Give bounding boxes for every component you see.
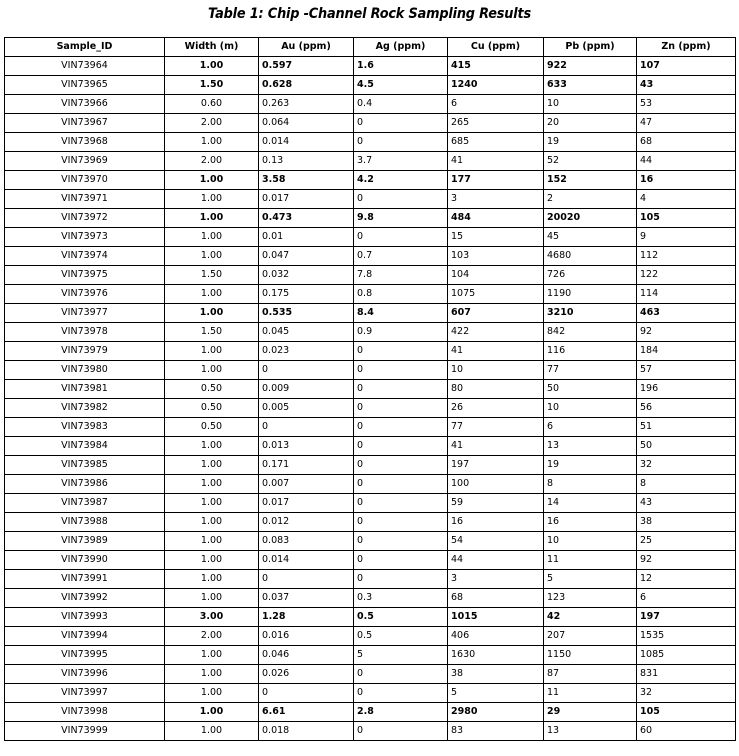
ag-cell: 0 [354, 380, 448, 399]
ag-cell: 0 [354, 570, 448, 589]
ag-cell: 0.3 [354, 589, 448, 608]
au-cell: 0.046 [259, 646, 354, 665]
cu-cell: 41 [448, 152, 544, 171]
sample-id-cell: VIN73997 [5, 684, 165, 703]
pb-cell: 87 [544, 665, 637, 684]
zn-cell: 92 [637, 551, 736, 570]
zn-cell: 184 [637, 342, 736, 361]
pb-cell: 1150 [544, 646, 637, 665]
width-cell: 1.00 [165, 684, 259, 703]
sample-id-cell: VIN73970 [5, 171, 165, 190]
table-row [5, 703, 736, 722]
sample-id-cell: VIN73990 [5, 551, 165, 570]
au-cell: 0.628 [259, 76, 354, 95]
table-row [5, 399, 736, 418]
table-row [5, 361, 736, 380]
zn-cell: 463 [637, 304, 736, 323]
cu-cell: 3 [448, 190, 544, 209]
ag-cell: 0 [354, 342, 448, 361]
zn-cell: 4 [637, 190, 736, 209]
sample-id-cell: VIN73987 [5, 494, 165, 513]
width-cell: 1.00 [165, 665, 259, 684]
cu-cell: 197 [448, 456, 544, 475]
sample-id-cell: VIN73995 [5, 646, 165, 665]
pb-cell: 8 [544, 475, 637, 494]
column-header-au: Au (ppm) [259, 38, 354, 57]
ag-cell: 0 [354, 133, 448, 152]
width-cell: 1.00 [165, 494, 259, 513]
zn-cell: 105 [637, 703, 736, 722]
zn-cell: 196 [637, 380, 736, 399]
ag-cell: 0.8 [354, 285, 448, 304]
pb-cell: 50 [544, 380, 637, 399]
width-cell: 1.00 [165, 551, 259, 570]
table-row [5, 475, 736, 494]
pb-cell: 52 [544, 152, 637, 171]
ag-cell: 3.7 [354, 152, 448, 171]
au-cell: 3.58 [259, 171, 354, 190]
table-row [5, 456, 736, 475]
width-cell: 1.00 [165, 456, 259, 475]
table-row [5, 589, 736, 608]
au-cell: 0.01 [259, 228, 354, 247]
au-cell: 0.047 [259, 247, 354, 266]
table-row [5, 532, 736, 551]
zn-cell: 44 [637, 152, 736, 171]
cu-cell: 1240 [448, 76, 544, 95]
zn-cell: 32 [637, 684, 736, 703]
cu-cell: 68 [448, 589, 544, 608]
sample-id-cell: VIN73991 [5, 570, 165, 589]
table-body [5, 57, 736, 741]
ag-cell: 0 [354, 437, 448, 456]
table-row [5, 494, 736, 513]
ag-cell: 2.8 [354, 703, 448, 722]
sample-id-cell: VIN73983 [5, 418, 165, 437]
pb-cell: 3210 [544, 304, 637, 323]
sample-id-cell: VIN73999 [5, 722, 165, 741]
ag-cell: 4.5 [354, 76, 448, 95]
sample-id-cell: VIN73989 [5, 532, 165, 551]
cu-cell: 103 [448, 247, 544, 266]
pb-cell: 13 [544, 437, 637, 456]
au-cell: 0.023 [259, 342, 354, 361]
sample-id-cell: VIN73968 [5, 133, 165, 152]
pb-cell: 20 [544, 114, 637, 133]
table-row [5, 209, 736, 228]
pb-cell: 45 [544, 228, 637, 247]
ag-cell: 0 [354, 418, 448, 437]
zn-cell: 12 [637, 570, 736, 589]
width-cell: 1.00 [165, 589, 259, 608]
sample-id-cell: VIN73971 [5, 190, 165, 209]
zn-cell: 122 [637, 266, 736, 285]
width-cell: 0.50 [165, 380, 259, 399]
sample-id-cell: VIN73977 [5, 304, 165, 323]
width-cell: 1.00 [165, 722, 259, 741]
cu-cell: 44 [448, 551, 544, 570]
column-header-sample-id: Sample_ID [5, 38, 165, 57]
sample-id-cell: VIN73996 [5, 665, 165, 684]
sample-id-cell: VIN73981 [5, 380, 165, 399]
au-cell: 0.009 [259, 380, 354, 399]
au-cell: 0.018 [259, 722, 354, 741]
sample-id-cell: VIN73978 [5, 323, 165, 342]
ag-cell: 0.5 [354, 627, 448, 646]
au-cell: 0.175 [259, 285, 354, 304]
width-cell: 1.00 [165, 209, 259, 228]
table-row [5, 171, 736, 190]
sample-id-cell: VIN73992 [5, 589, 165, 608]
column-header-pb: Pb (ppm) [544, 38, 637, 57]
cu-cell: 685 [448, 133, 544, 152]
ag-cell: 0 [354, 532, 448, 551]
width-cell: 1.00 [165, 570, 259, 589]
table-row [5, 95, 736, 114]
pb-cell: 1190 [544, 285, 637, 304]
table-row [5, 228, 736, 247]
column-header-cu: Cu (ppm) [448, 38, 544, 57]
column-header-width: Width (m) [165, 38, 259, 57]
au-cell: 0.013 [259, 437, 354, 456]
width-cell: 1.50 [165, 266, 259, 285]
zn-cell: 47 [637, 114, 736, 133]
table-row [5, 418, 736, 437]
ag-cell: 0 [354, 456, 448, 475]
sample-id-cell: VIN73969 [5, 152, 165, 171]
cu-cell: 406 [448, 627, 544, 646]
zn-cell: 114 [637, 285, 736, 304]
au-cell: 0.005 [259, 399, 354, 418]
cu-cell: 100 [448, 475, 544, 494]
width-cell: 2.00 [165, 627, 259, 646]
cu-cell: 15 [448, 228, 544, 247]
ag-cell: 0.5 [354, 608, 448, 627]
width-cell: 0.60 [165, 95, 259, 114]
au-cell: 0.535 [259, 304, 354, 323]
sample-id-cell: VIN73972 [5, 209, 165, 228]
zn-cell: 16 [637, 171, 736, 190]
zn-cell: 8 [637, 475, 736, 494]
ag-cell: 0 [354, 361, 448, 380]
sample-id-cell: VIN73985 [5, 456, 165, 475]
sample-id-cell: VIN73967 [5, 114, 165, 133]
width-cell: 1.00 [165, 190, 259, 209]
sample-id-cell: VIN73988 [5, 513, 165, 532]
width-cell: 1.00 [165, 475, 259, 494]
ag-cell: 0.4 [354, 95, 448, 114]
zn-cell: 60 [637, 722, 736, 741]
width-cell: 0.50 [165, 399, 259, 418]
pb-cell: 77 [544, 361, 637, 380]
ag-cell: 0 [354, 684, 448, 703]
cu-cell: 422 [448, 323, 544, 342]
ag-cell: 0 [354, 551, 448, 570]
au-cell: 0.026 [259, 665, 354, 684]
au-cell: 0 [259, 418, 354, 437]
pb-cell: 11 [544, 551, 637, 570]
au-cell: 0.064 [259, 114, 354, 133]
column-header-zn: Zn (ppm) [637, 38, 736, 57]
width-cell: 1.00 [165, 171, 259, 190]
table-row [5, 627, 736, 646]
cu-cell: 607 [448, 304, 544, 323]
cu-cell: 1630 [448, 646, 544, 665]
table-row [5, 551, 736, 570]
width-cell: 1.00 [165, 646, 259, 665]
cu-cell: 26 [448, 399, 544, 418]
sample-id-cell: VIN73964 [5, 57, 165, 76]
zn-cell: 6 [637, 589, 736, 608]
sample-id-cell: VIN73976 [5, 285, 165, 304]
table-row [5, 570, 736, 589]
sample-id-cell: VIN73966 [5, 95, 165, 114]
sample-id-cell: VIN73973 [5, 228, 165, 247]
width-cell: 2.00 [165, 152, 259, 171]
pb-cell: 19 [544, 133, 637, 152]
pb-cell: 10 [544, 532, 637, 551]
ag-cell: 8.4 [354, 304, 448, 323]
pb-cell: 19 [544, 456, 637, 475]
ag-cell: 9.8 [354, 209, 448, 228]
pb-cell: 29 [544, 703, 637, 722]
ag-cell: 0 [354, 494, 448, 513]
width-cell: 1.00 [165, 513, 259, 532]
cu-cell: 59 [448, 494, 544, 513]
pb-cell: 633 [544, 76, 637, 95]
au-cell: 0.032 [259, 266, 354, 285]
table-row [5, 114, 736, 133]
sample-id-cell: VIN73986 [5, 475, 165, 494]
zn-cell: 1535 [637, 627, 736, 646]
au-cell: 0.171 [259, 456, 354, 475]
cu-cell: 6 [448, 95, 544, 114]
table-row [5, 57, 736, 76]
au-cell: 0.263 [259, 95, 354, 114]
au-cell: 0.083 [259, 532, 354, 551]
pb-cell: 2 [544, 190, 637, 209]
zn-cell: 9 [637, 228, 736, 247]
au-cell: 0.016 [259, 627, 354, 646]
ag-cell: 0 [354, 114, 448, 133]
au-cell: 0 [259, 684, 354, 703]
width-cell: 1.00 [165, 285, 259, 304]
cu-cell: 177 [448, 171, 544, 190]
cu-cell: 77 [448, 418, 544, 437]
ag-cell: 0 [354, 475, 448, 494]
pb-cell: 11 [544, 684, 637, 703]
width-cell: 1.00 [165, 133, 259, 152]
zn-cell: 56 [637, 399, 736, 418]
pb-cell: 152 [544, 171, 637, 190]
sample-id-cell: VIN73979 [5, 342, 165, 361]
width-cell: 1.50 [165, 76, 259, 95]
table-title: Table 1: Chip -Channel Rock Sampling Results [208, 6, 531, 22]
table-row [5, 133, 736, 152]
zn-cell: 197 [637, 608, 736, 627]
pb-cell: 16 [544, 513, 637, 532]
sample-id-cell: VIN73974 [5, 247, 165, 266]
zn-cell: 38 [637, 513, 736, 532]
pb-cell: 10 [544, 399, 637, 418]
pb-cell: 42 [544, 608, 637, 627]
zn-cell: 53 [637, 95, 736, 114]
table-row [5, 684, 736, 703]
table-row [5, 437, 736, 456]
width-cell: 1.00 [165, 532, 259, 551]
zn-cell: 51 [637, 418, 736, 437]
ag-cell: 4.2 [354, 171, 448, 190]
width-cell: 1.00 [165, 437, 259, 456]
cu-cell: 1015 [448, 608, 544, 627]
zn-cell: 105 [637, 209, 736, 228]
zn-cell: 50 [637, 437, 736, 456]
zn-cell: 43 [637, 76, 736, 95]
table-row [5, 266, 736, 285]
width-cell: 2.00 [165, 114, 259, 133]
pb-cell: 14 [544, 494, 637, 513]
zn-cell: 57 [637, 361, 736, 380]
sample-id-cell: VIN73994 [5, 627, 165, 646]
width-cell: 0.50 [165, 418, 259, 437]
ag-cell: 0 [354, 228, 448, 247]
pb-cell: 726 [544, 266, 637, 285]
cu-cell: 83 [448, 722, 544, 741]
width-cell: 1.00 [165, 228, 259, 247]
width-cell: 1.00 [165, 703, 259, 722]
au-cell: 0.014 [259, 551, 354, 570]
ag-cell: 7.8 [354, 266, 448, 285]
table-row [5, 646, 736, 665]
table-row [5, 76, 736, 95]
zn-cell: 68 [637, 133, 736, 152]
table-row [5, 380, 736, 399]
sample-id-cell: VIN73998 [5, 703, 165, 722]
sample-id-cell: VIN73993 [5, 608, 165, 627]
cu-cell: 104 [448, 266, 544, 285]
pb-cell: 123 [544, 589, 637, 608]
cu-cell: 3 [448, 570, 544, 589]
pb-cell: 842 [544, 323, 637, 342]
au-cell: 0.045 [259, 323, 354, 342]
ag-cell: 0 [354, 722, 448, 741]
sampling-results-table [4, 37, 736, 741]
sample-id-cell: VIN73984 [5, 437, 165, 456]
cu-cell: 484 [448, 209, 544, 228]
zn-cell: 1085 [637, 646, 736, 665]
pb-cell: 10 [544, 95, 637, 114]
width-cell: 1.00 [165, 342, 259, 361]
cu-cell: 5 [448, 684, 544, 703]
au-cell: 1.28 [259, 608, 354, 627]
au-cell: 0.012 [259, 513, 354, 532]
au-cell: 0 [259, 570, 354, 589]
table-row [5, 513, 736, 532]
au-cell: 0.473 [259, 209, 354, 228]
zn-cell: 831 [637, 665, 736, 684]
pb-cell: 6 [544, 418, 637, 437]
table-row [5, 304, 736, 323]
table-row [5, 342, 736, 361]
width-cell: 1.00 [165, 361, 259, 380]
width-cell: 1.00 [165, 57, 259, 76]
width-cell: 3.00 [165, 608, 259, 627]
zn-cell: 32 [637, 456, 736, 475]
au-cell: 0.037 [259, 589, 354, 608]
column-header-ag: Ag (ppm) [354, 38, 448, 57]
sample-id-cell: VIN73975 [5, 266, 165, 285]
table-row [5, 247, 736, 266]
ag-cell: 0 [354, 665, 448, 684]
au-cell: 6.61 [259, 703, 354, 722]
ag-cell: 0 [354, 513, 448, 532]
table-row [5, 190, 736, 209]
ag-cell: 0.9 [354, 323, 448, 342]
zn-cell: 92 [637, 323, 736, 342]
header-row [5, 38, 736, 57]
cu-cell: 1075 [448, 285, 544, 304]
pb-cell: 922 [544, 57, 637, 76]
ag-cell: 1.6 [354, 57, 448, 76]
sample-id-cell: VIN73982 [5, 399, 165, 418]
ag-cell: 0 [354, 190, 448, 209]
width-cell: 1.50 [165, 323, 259, 342]
zn-cell: 112 [637, 247, 736, 266]
cu-cell: 10 [448, 361, 544, 380]
pb-cell: 207 [544, 627, 637, 646]
au-cell: 0 [259, 361, 354, 380]
cu-cell: 2980 [448, 703, 544, 722]
cu-cell: 41 [448, 437, 544, 456]
pb-cell: 20020 [544, 209, 637, 228]
table-row [5, 152, 736, 171]
zn-cell: 25 [637, 532, 736, 551]
au-cell: 0.597 [259, 57, 354, 76]
au-cell: 0.13 [259, 152, 354, 171]
cu-cell: 54 [448, 532, 544, 551]
pb-cell: 13 [544, 722, 637, 741]
pb-cell: 116 [544, 342, 637, 361]
width-cell: 1.00 [165, 304, 259, 323]
ag-cell: 0.7 [354, 247, 448, 266]
cu-cell: 16 [448, 513, 544, 532]
width-cell: 1.00 [165, 247, 259, 266]
cu-cell: 80 [448, 380, 544, 399]
table-row [5, 323, 736, 342]
ag-cell: 0 [354, 399, 448, 418]
table-row [5, 665, 736, 684]
ag-cell: 5 [354, 646, 448, 665]
sample-id-cell: VIN73980 [5, 361, 165, 380]
cu-cell: 265 [448, 114, 544, 133]
au-cell: 0.017 [259, 494, 354, 513]
pb-cell: 4680 [544, 247, 637, 266]
au-cell: 0.007 [259, 475, 354, 494]
au-cell: 0.014 [259, 133, 354, 152]
pb-cell: 5 [544, 570, 637, 589]
sample-id-cell: VIN73965 [5, 76, 165, 95]
table-row [5, 722, 736, 741]
zn-cell: 107 [637, 57, 736, 76]
zn-cell: 43 [637, 494, 736, 513]
cu-cell: 38 [448, 665, 544, 684]
cu-cell: 41 [448, 342, 544, 361]
au-cell: 0.017 [259, 190, 354, 209]
cu-cell: 415 [448, 57, 544, 76]
table-row [5, 285, 736, 304]
table-row [5, 608, 736, 627]
